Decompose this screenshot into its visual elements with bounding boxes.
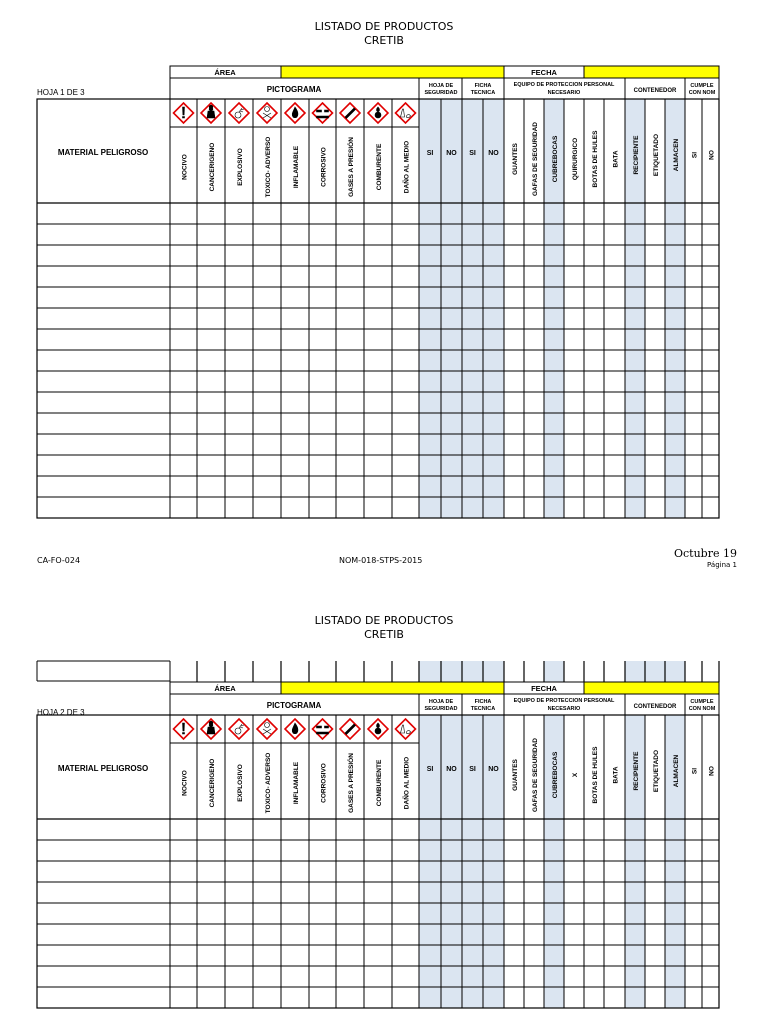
shaded-column [419, 661, 441, 682]
footer-page: Página 1 [707, 561, 737, 569]
epp-column-header: X [572, 772, 579, 778]
yes-no-header: SI [469, 150, 476, 157]
hazard-column-header: COMBURENTE [376, 143, 383, 191]
shaded-column [483, 661, 504, 682]
fecha-label: FECHA [531, 68, 557, 77]
epp-column-header: BOTAS DE HULES [592, 130, 599, 188]
epp-column-header: CUBREBOCAS [552, 751, 559, 799]
hazard-column-header: INFLAMABLE [293, 761, 300, 805]
fecha-label: FECHA [531, 684, 557, 693]
hazard-column-header: NOCIVO [181, 154, 189, 180]
contenedor-column-header: ALMACEN [673, 754, 680, 788]
hazard-column-header: INFLAMABLE [293, 145, 300, 189]
shaded-column [462, 661, 483, 682]
epp-column-header: CUBREBOCAS [552, 135, 559, 183]
cumple-column-header: SI [691, 151, 699, 159]
yes-no-header: NO [446, 766, 457, 773]
sheet-2-label: HOJA 2 DE 3 [37, 708, 85, 717]
sheet-1-subtitle: CRETIB [364, 34, 404, 47]
hazard-column-header: TOXICO- ADVERSO [265, 136, 272, 198]
cumple-label: CUMPLE [690, 83, 714, 89]
hazard-column-header: GASES A PRESIÓN [348, 137, 355, 197]
hazard-column-header: DAÑO AL MEDIO [403, 140, 411, 194]
epp-label: NECESARIO [547, 706, 581, 712]
environment-icon [396, 719, 416, 739]
sheet-1-title: LISTADO DE PRODUCTOS [314, 20, 454, 33]
epp-column-header: GAFAS DE SEGURIDAD [532, 737, 539, 813]
footer-norm: NOM-018-STPS-2015 [339, 556, 423, 565]
epp-column-header: BOTAS DE HULES [592, 746, 599, 804]
hazard-column-header: CANCERIGENO [209, 758, 216, 808]
epp-label: EQUIPO DE PROTECCION PERSONAL [513, 82, 615, 88]
area-label: ÁREA [214, 68, 236, 77]
ficha-tecnica-label: FICHA [474, 83, 492, 89]
sheet-2-subtitle: CRETIB [364, 628, 404, 641]
epp-label: EQUIPO DE PROTECCION PERSONAL [513, 698, 615, 704]
contenedor-column-header: ETIQUETADO [653, 749, 660, 793]
shaded-column [544, 661, 564, 682]
hoja-seguridad-label: SEGURIDAD [424, 706, 458, 712]
cumple-label: CON NOM [688, 90, 716, 96]
corrosion-icon [313, 719, 333, 739]
flame-over-circle-icon [368, 719, 388, 739]
contenedor-label: CONTENEDOR [633, 704, 677, 710]
hazard-column-header: CORROSIVO [320, 763, 328, 803]
footer-code: CA-FO-024 [37, 556, 81, 565]
gas-cylinder-icon [340, 719, 360, 739]
sheet-2-title: LISTADO DE PRODUCTOS [314, 614, 454, 627]
contenedor-column-header: RECIPIENTE [633, 135, 640, 175]
cumple-column-header: SI [691, 767, 699, 775]
shaded-column [665, 661, 685, 682]
pictograma-label: PICTOGRAMA [266, 85, 322, 94]
contenedor-column-header: ALMACEN [673, 138, 680, 172]
contenedor-column-header: RECIPIENTE [633, 751, 640, 791]
epp-label: NECESARIO [547, 90, 581, 96]
epp-column-header: GAFAS DE SEGURIDAD [532, 121, 539, 197]
pictograma-label: PICTOGRAMA [266, 701, 322, 710]
yes-no-header: NO [488, 766, 499, 773]
exploding-bomb-icon [229, 719, 249, 739]
material-peligroso-label: MATERIAL PELIGROSO [57, 764, 149, 773]
hazard-column-header: TOXICO- ADVERSO [265, 752, 272, 814]
cumple-label: CON NOM [688, 706, 716, 712]
skull-crossbones-icon [257, 719, 277, 739]
epp-column-header: QUIRURGICO [572, 137, 579, 181]
ficha-tecnica-label: TECNICA [470, 706, 496, 712]
hazard-column-header: EXPLOSIVO [237, 764, 244, 802]
yes-no-header: SI [426, 766, 434, 773]
hazard-column-header: CORROSIVO [320, 147, 328, 187]
fecha-input [584, 682, 719, 694]
epp-column-header: GUANTES [512, 759, 519, 791]
cumple-label: CUMPLE [690, 699, 714, 705]
health-hazard-icon [201, 719, 221, 739]
cumple-column-header: NO [708, 150, 716, 160]
shaded-column [625, 661, 645, 682]
exclamation-icon [174, 719, 194, 739]
flame-icon [285, 719, 305, 739]
hazard-column-header: EXPLOSIVO [237, 148, 244, 186]
ficha-tecnica-label: TECNICA [470, 90, 496, 96]
shaded-column [441, 661, 462, 682]
epp-column-header: GUANTES [512, 143, 519, 175]
shaded-column [645, 661, 665, 682]
yes-no-header: SI [426, 150, 434, 157]
hazard-column-header: COMBURENTE [376, 759, 383, 807]
hoja-seguridad-label: HOJA DE [428, 699, 454, 705]
yes-no-header: SI [469, 766, 476, 773]
hoja-seguridad-label: SEGURIDAD [424, 90, 458, 96]
hazard-column-header: CANCERIGENO [209, 142, 216, 192]
hazard-column-header: GASES A PRESIÓN [348, 753, 355, 813]
epp-column-header: BATA [612, 766, 620, 784]
hoja-seguridad-label: HOJA DE [428, 83, 454, 89]
hazard-column-header: NOCIVO [181, 770, 189, 796]
ficha-tecnica-label: FICHA [474, 699, 492, 705]
epp-column-header: BATA [612, 150, 620, 168]
material-peligroso-label: MATERIAL PELIGROSO [57, 148, 149, 157]
yes-no-header: NO [446, 150, 457, 157]
contenedor-label: CONTENEDOR [633, 88, 677, 94]
area-input [281, 682, 504, 694]
cumple-column-header: NO [708, 766, 716, 776]
contenedor-column-header: ETIQUETADO [653, 133, 660, 177]
area-label: ÁREA [214, 684, 236, 693]
yes-no-header: NO [488, 150, 499, 157]
sheet-1-label: HOJA 1 DE 3 [37, 88, 85, 97]
hazard-column-header: DAÑO AL MEDIO [403, 756, 411, 810]
footer-date: Octubre 19 [674, 547, 737, 560]
